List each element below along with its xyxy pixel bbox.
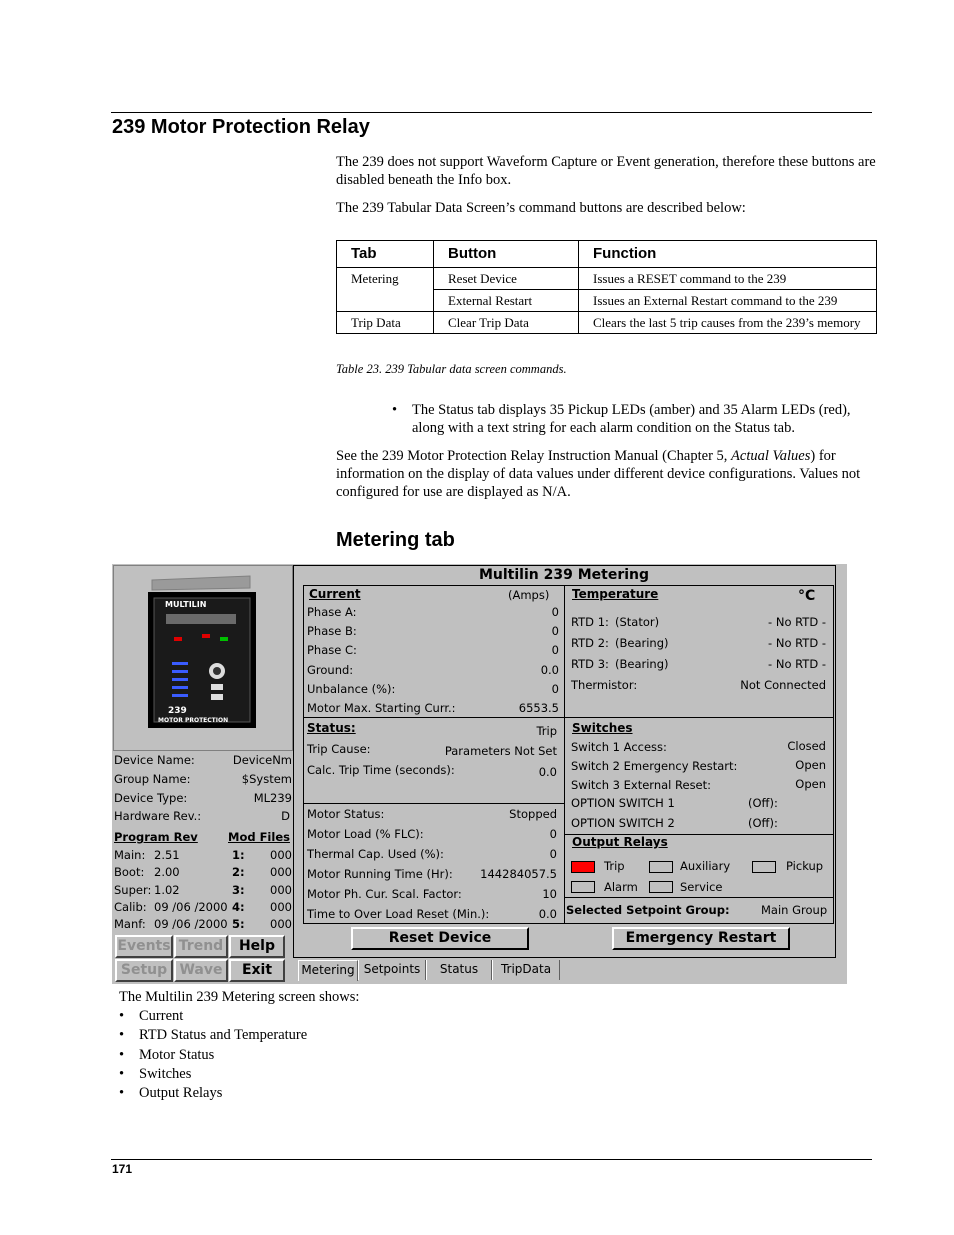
divider [564, 897, 833, 898]
list-item [571, 615, 826, 633]
row-value: (Off): [748, 816, 778, 830]
setpoint-group-label: Selected Setpoint Group: [566, 903, 730, 917]
row-label: Motor Max. Starting Curr.: [307, 701, 456, 715]
row-label: Switch 3 External Reset: [571, 778, 712, 792]
table-cell: Metering [337, 268, 434, 290]
list-item [307, 867, 557, 885]
list-item [571, 796, 826, 814]
row-label: RTD 2: [571, 636, 609, 650]
see-manual-paragraph [336, 447, 876, 501]
row-location: (Bearing) [615, 657, 669, 671]
row-label: Phase A: [307, 605, 357, 619]
exit-button[interactable]: Exit [229, 959, 285, 982]
trip-relay-label: Trip [604, 859, 625, 873]
row-value: 0 [549, 827, 557, 841]
table-cell: Clear Trip Data [434, 312, 579, 334]
row-value: Closed [787, 739, 826, 753]
row-label: Time to Over Load Reset (Min.): [307, 907, 490, 921]
mod-file-value: 000 [270, 848, 292, 862]
row-value: Open [795, 758, 826, 772]
row-label: Ground: [307, 663, 354, 677]
list-item [307, 701, 559, 719]
tab-setpoints[interactable]: Setpoints [358, 960, 426, 980]
list-item [307, 624, 559, 642]
table-cell: External Restart [434, 290, 579, 312]
list-item [571, 678, 826, 696]
mod-file-number: 1: [232, 848, 245, 862]
pickup-relay-led [752, 861, 776, 873]
mod-file-number: 5: [232, 917, 245, 931]
text-run: See the 239 Motor Protection Relay Instruction Manual (Chapter 5, [336, 448, 732, 464]
divider [303, 803, 565, 804]
row-label: Thermal Cap. Used (%): [307, 847, 444, 861]
emergency-restart-button[interactable]: Emergency Restart [612, 927, 790, 950]
mod-file-value: 000 [270, 917, 292, 931]
row-location: (Bearing) [615, 636, 669, 650]
status-title: Status: [307, 721, 356, 735]
device-name-label: Device Name: [114, 753, 195, 767]
row-value: Stopped [509, 807, 557, 821]
table-header-tab: Tab [337, 241, 434, 268]
list-item: • The Status tab displays 35 Pickup LEDs (amber) and 35 Alarm LEDs (red), along with a text string for each alarm condition on the Status tab. [392, 401, 874, 437]
page-heading: 239 Motor Protection Relay [112, 116, 370, 138]
calc-trip-value: 0.0 [538, 765, 557, 779]
table-cell: Clears the last 5 trip causes from the 239’s memory [579, 312, 877, 334]
setpoint-group-value: Main Group [761, 903, 828, 917]
list-item [307, 827, 557, 845]
row-value: 0 [551, 682, 559, 696]
list-item [307, 663, 559, 681]
tab-tripdata[interactable]: TripData [492, 960, 560, 980]
list-item: • Current [119, 1007, 307, 1026]
list-item: • Output Relays [119, 1084, 307, 1103]
trip-cause-label: Trip Cause: [307, 742, 371, 756]
group-name-label: Group Name: [114, 772, 191, 786]
metering-shows-intro: The Multilin 239 Metering screen shows: [119, 989, 360, 1005]
main-value: 2.51 [154, 848, 180, 862]
row-value: - No RTD - [768, 657, 826, 671]
row-label: Motor Ph. Cur. Scal. Factor: [307, 887, 462, 901]
calib-value: 09 /06 /2000 [154, 900, 228, 914]
device-info-panel [112, 751, 292, 931]
row-value: 0.0 [540, 663, 559, 677]
list-item [571, 657, 826, 675]
list-item [307, 807, 557, 825]
alarm-relay-label: Alarm [604, 880, 638, 894]
intro-paragraph-1: The 239 does not support Waveform Capture or Event generation, therefore these buttons are disabled beneath the Info box. [336, 154, 876, 188]
program-rev-heading: Program Rev [114, 830, 198, 844]
row-label: OPTION SWITCH 2 [571, 816, 675, 830]
device-model-label: 239 [168, 706, 187, 716]
events-button[interactable]: Events [115, 935, 173, 958]
table-caption: Table 23. 239 Tabular data screen commands. [336, 362, 567, 376]
mod-file-value: 000 [270, 883, 292, 897]
manf-value: 09 /06 /2000 [154, 917, 228, 931]
row-label: RTD 1: [571, 615, 609, 629]
mod-file-value: 000 [270, 900, 292, 914]
pickup-relay-label: Pickup [786, 859, 824, 873]
list-item [571, 740, 826, 758]
hardware-rev-label: Hardware Rev.: [114, 809, 202, 823]
list-item [307, 605, 559, 623]
device-type-value: ML239 [253, 791, 292, 805]
list-item [571, 816, 826, 834]
mod-file-value: 000 [270, 865, 292, 879]
boot-value: 2.00 [154, 865, 180, 879]
switches-title: Switches [572, 721, 633, 735]
row-label: Motor Status: [307, 807, 385, 821]
list-item: • Motor Status [119, 1046, 307, 1065]
table-cell: Trip Data [337, 312, 434, 334]
super-value: 1.02 [154, 883, 180, 897]
service-relay-led [649, 881, 673, 893]
row-value: Not Connected [740, 678, 826, 692]
divider [564, 585, 565, 923]
table-cell: Issues an External Restart command to the 239 [579, 290, 877, 312]
table-row [337, 290, 877, 312]
mod-file-number: 3: [232, 883, 245, 897]
page-number: 171 [112, 1162, 133, 1176]
row-value: 0 [549, 847, 557, 861]
temperature-title: Temperature [572, 587, 659, 601]
device-image-panel [113, 565, 293, 751]
wave-button[interactable]: Wave [174, 959, 228, 982]
hardware-rev-value: D [281, 809, 290, 823]
mod-file-number: 2: [232, 865, 245, 879]
list-item [307, 682, 559, 700]
group-name-value: $System [241, 772, 292, 786]
table-cell: Reset Device [434, 268, 579, 290]
table-cell [337, 290, 434, 312]
status-value: Trip [536, 724, 557, 738]
table-cell: Issues a RESET command to the 239 [579, 268, 877, 290]
subheading: Metering tab [336, 529, 455, 551]
list-item: • Switches [119, 1065, 307, 1084]
manf-label: Manf: [114, 917, 146, 931]
metering-shows-list [119, 1007, 307, 1103]
list-item [307, 887, 557, 905]
row-value: 0 [551, 643, 559, 657]
row-label: Switch 1 Access: [571, 740, 667, 754]
row-label: Motor Running Time (Hr): [307, 867, 453, 881]
list-item [571, 636, 826, 654]
row-label: OPTION SWITCH 1 [571, 796, 675, 810]
intro-paragraph-2: The 239 Tabular Data Screen’s command buttons are described below: [336, 200, 746, 216]
row-value: (Off): [748, 796, 778, 810]
list-item [571, 778, 826, 796]
output-relays-title: Output Relays [572, 835, 668, 849]
auxiliary-relay-label: Auxiliary [680, 859, 731, 873]
metering-screenshot [112, 564, 847, 984]
row-value: 10 [542, 887, 557, 901]
row-label: Phase C: [307, 643, 357, 657]
list-item [307, 643, 559, 661]
help-button[interactable]: Help [229, 935, 285, 958]
main-label: Main: [114, 848, 146, 862]
row-value: - No RTD - [768, 615, 826, 629]
screen-title: Multilin 239 Metering [478, 567, 650, 583]
temperature-unit: °C [798, 588, 816, 604]
table-row [337, 312, 877, 334]
row-value: 144284057.5 [480, 867, 557, 881]
device-name-value: DeviceNm [232, 753, 292, 767]
device-brand-label: MULTILIN [165, 600, 207, 609]
row-value: 6553.5 [518, 701, 559, 715]
trip-relay-led [571, 861, 595, 873]
boot-label: Boot: [114, 865, 145, 879]
footer-rule [111, 1159, 872, 1160]
text-run: ) for information on the display of data values under different device configurations. Values not configured for use are displayed as N/A. [336, 448, 861, 500]
auxiliary-relay-led [649, 861, 673, 873]
service-relay-label: Service [680, 880, 723, 894]
alarm-relay-led [571, 881, 595, 893]
list-item [571, 759, 826, 777]
trip-cause-value: Parameters Not Set [444, 744, 557, 758]
current-unit: (Amps) [508, 588, 550, 602]
table-header-function: Function [579, 241, 877, 268]
top-rule [111, 112, 872, 113]
row-location: (Stator) [615, 615, 660, 629]
row-label: Switch 2 Emergency Restart: [571, 759, 738, 773]
commands-table [336, 240, 877, 334]
calc-trip-label: Calc. Trip Time (seconds): [307, 763, 455, 777]
status-bullet-list [392, 401, 874, 437]
tab-metering[interactable]: Metering [298, 960, 358, 981]
table-header-button: Button [434, 241, 579, 268]
italic-text: Actual Values [731, 448, 811, 464]
device-type-label: Device Type: [114, 791, 188, 805]
current-title: Current [309, 587, 361, 601]
row-label: Motor Load (% FLC): [307, 827, 424, 841]
list-item: • RTD Status and Temperature [119, 1026, 307, 1045]
row-label: Phase B: [307, 624, 357, 638]
mod-file-number: 4: [232, 900, 245, 914]
tab-status[interactable]: Status [426, 960, 492, 980]
row-label: Unbalance (%): [307, 682, 396, 696]
row-value: 0 [551, 624, 559, 638]
row-value: 0 [551, 605, 559, 619]
table-row [337, 268, 877, 290]
row-value: - No RTD - [768, 636, 826, 650]
calib-label: Calib: [114, 900, 147, 914]
list-item [307, 847, 557, 865]
mod-files-heading: Mod Files [228, 830, 290, 844]
row-value: Open [795, 777, 826, 791]
setup-button[interactable]: Setup [115, 959, 173, 982]
super-label: Super: [114, 883, 152, 897]
reset-device-button[interactable]: Reset Device [351, 927, 529, 950]
list-item [307, 907, 557, 925]
row-label: Thermistor: [571, 678, 638, 692]
device-sub-label: MOTOR PROTECTION [158, 717, 229, 724]
trend-button[interactable]: Trend [174, 935, 228, 958]
row-value: 0.0 [538, 907, 557, 921]
row-label: RTD 3: [571, 657, 609, 671]
